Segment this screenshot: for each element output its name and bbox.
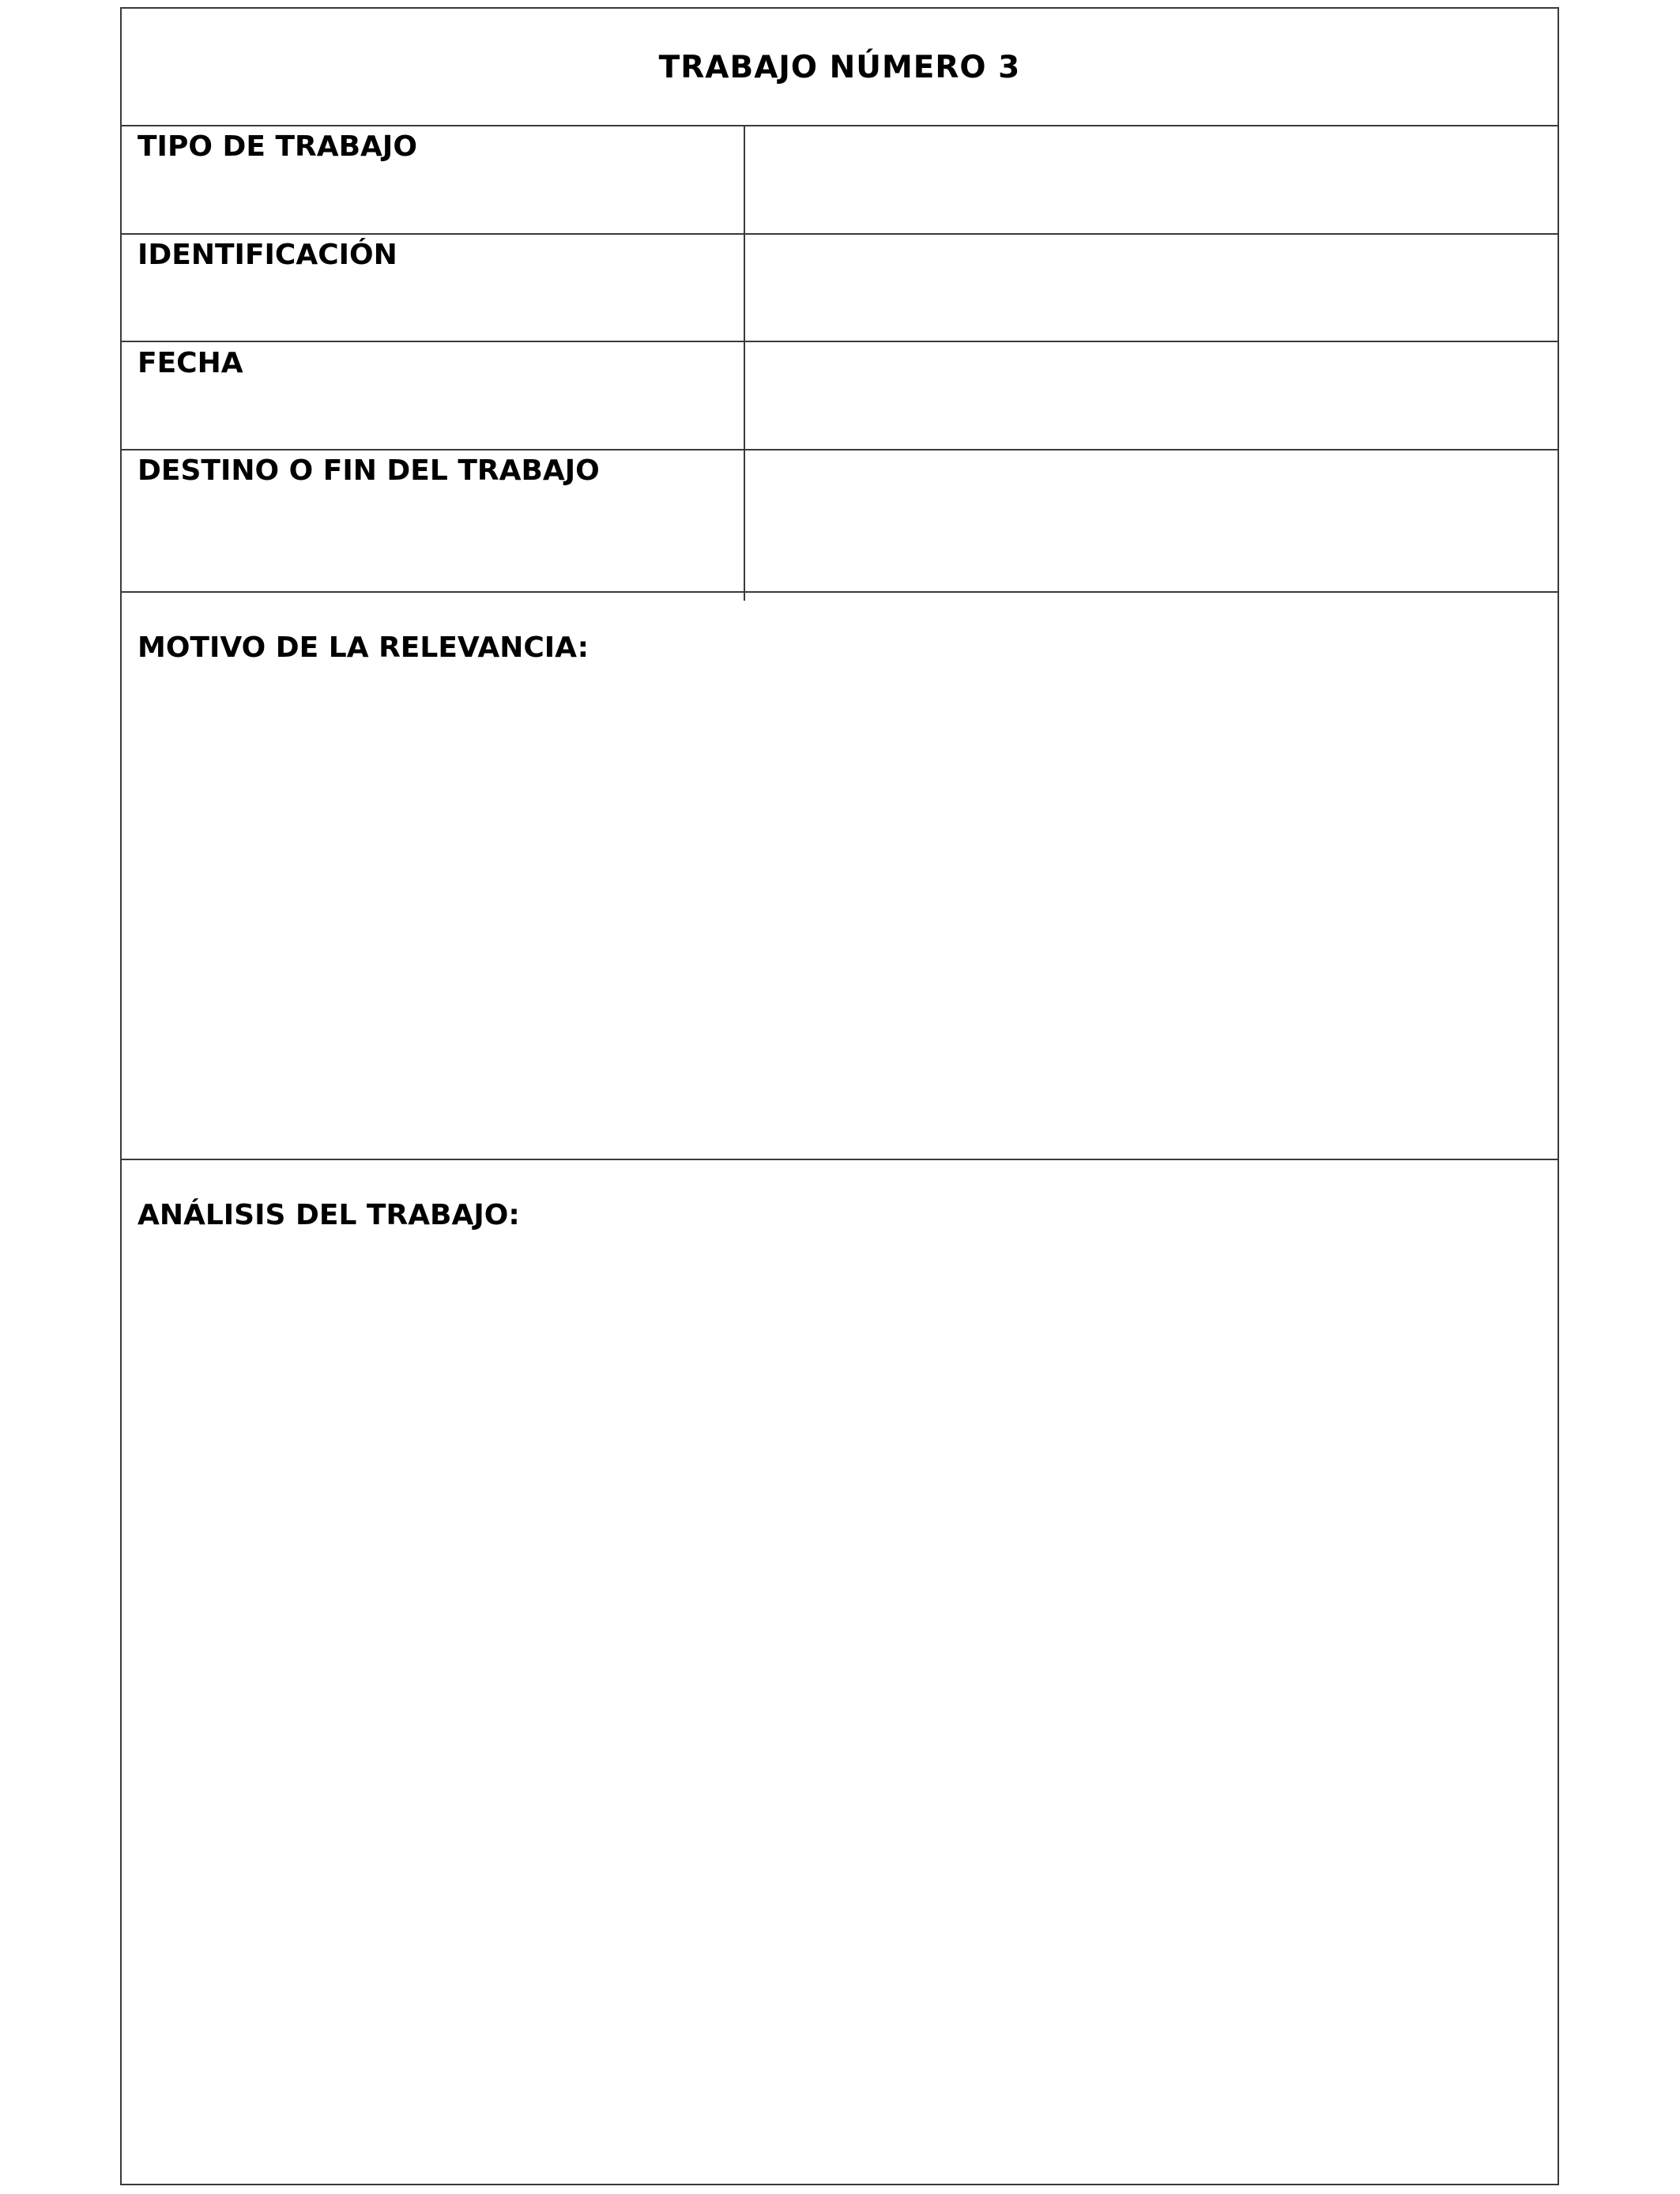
section-area-analisis[interactable] bbox=[122, 1244, 1558, 2181]
section-label-analisis: ANÁLISIS DEL TRABAJO: bbox=[137, 1199, 520, 1231]
row-value-fecha[interactable] bbox=[745, 342, 1558, 449]
row-label-destino: DESTINO O FIN DEL TRABAJO bbox=[137, 454, 600, 487]
row-label-identificacion: IDENTIFICACIÓN bbox=[137, 239, 397, 271]
form-title: TRABAJO NÚMERO 3 bbox=[658, 50, 1021, 85]
row-value-tipo-de-trabajo[interactable] bbox=[745, 126, 1558, 233]
work-form bbox=[120, 7, 1559, 2185]
divider-section-1 bbox=[122, 1159, 1558, 1160]
row-label-fecha: FECHA bbox=[137, 347, 243, 379]
divider-row-4 bbox=[122, 591, 1558, 593]
section-label-motivo: MOTIVO DE LA RELEVANCIA: bbox=[137, 631, 590, 664]
row-value-destino[interactable] bbox=[745, 450, 1558, 591]
row-label-tipo-de-trabajo: TIPO DE TRABAJO bbox=[137, 130, 417, 163]
section-area-motivo[interactable] bbox=[122, 677, 1558, 1157]
row-value-identificacion[interactable] bbox=[745, 235, 1558, 341]
